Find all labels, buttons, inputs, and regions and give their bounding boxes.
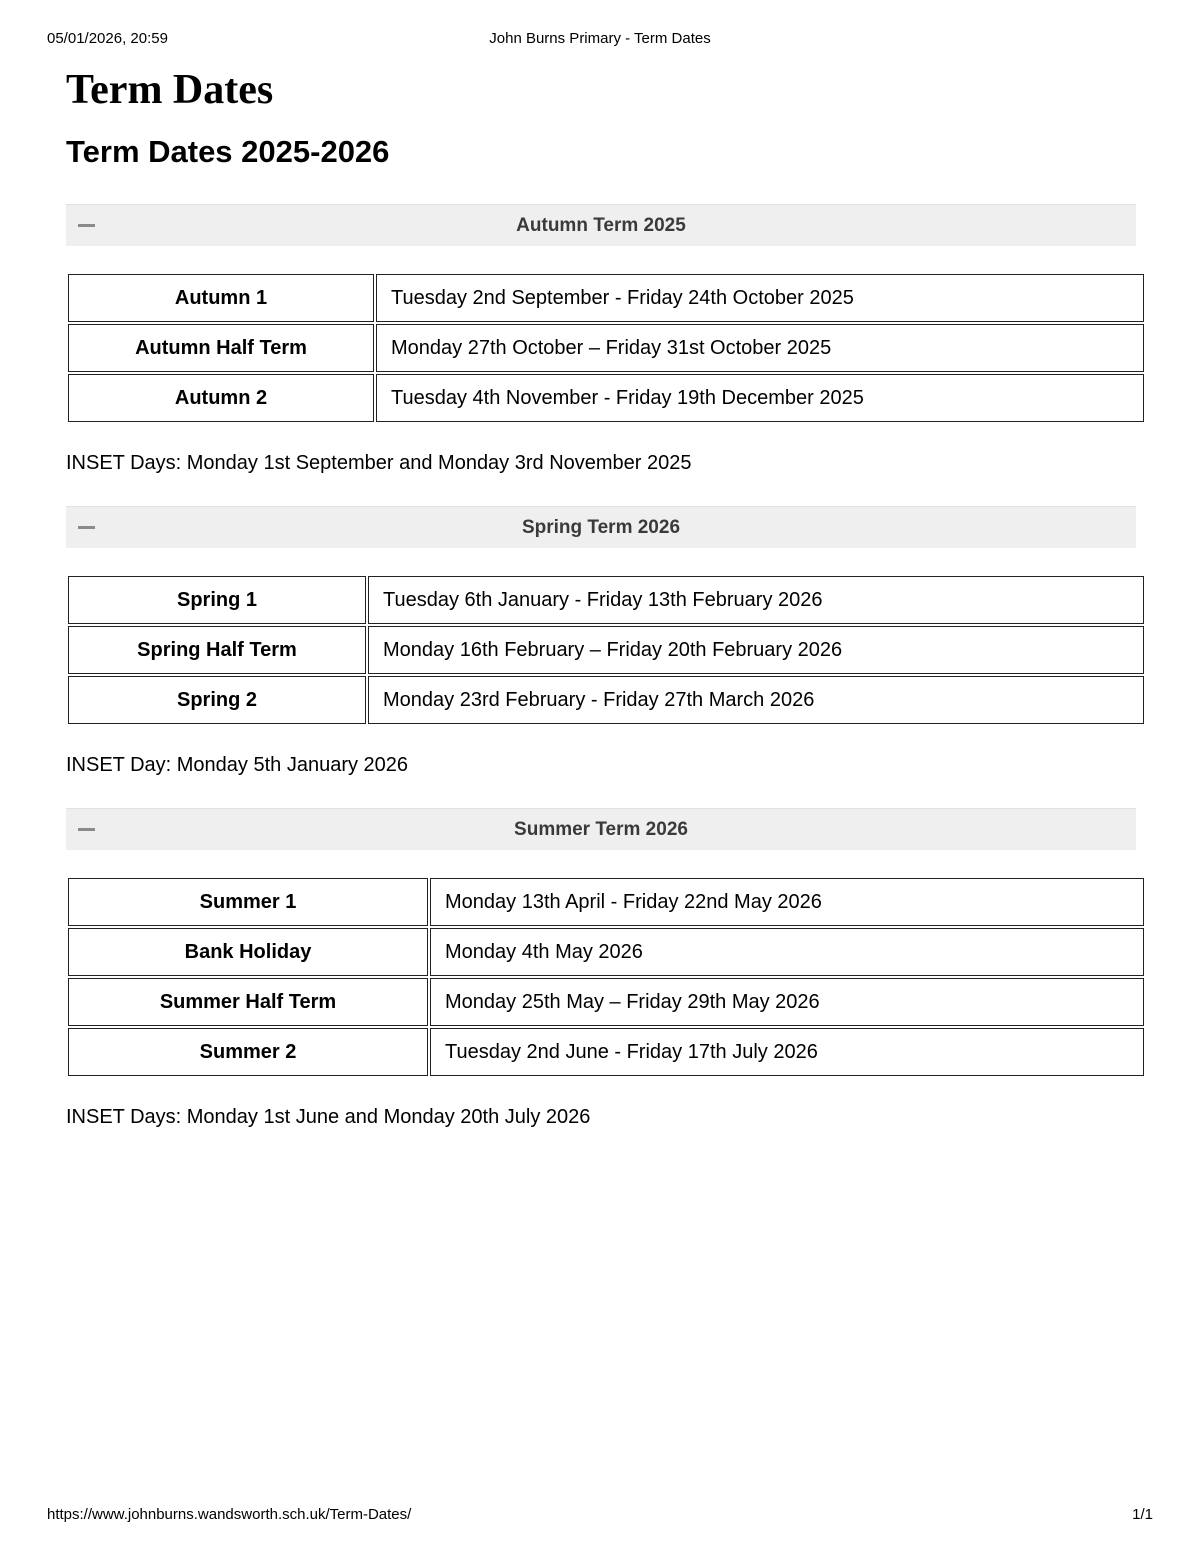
inset-days: INSET Days: Monday 1st September and Monday 3rd November 2025	[66, 452, 692, 474]
print-datetime: 05/01/2026, 20:59	[47, 30, 168, 47]
period-label: Summer 2	[68, 1028, 428, 1076]
page-title: Term Dates	[66, 67, 274, 113]
accordion-header-autumn[interactable]	[66, 204, 1136, 246]
term-dates-table	[66, 272, 1146, 424]
section-title: Term Dates 2025-2026	[66, 134, 390, 169]
accordion-title: Spring Term 2026	[521, 517, 681, 538]
table-row	[68, 978, 1144, 1026]
minus-icon[interactable]	[78, 828, 95, 831]
period-dates: Tuesday 2nd September - Friday 24th October 2025	[376, 274, 1144, 322]
print-footer	[47, 1506, 1153, 1526]
accordion-title: Summer Term 2026	[514, 819, 688, 840]
print-url: https://www.johnburns.wandsworth.sch.uk/Term-Dates/	[47, 1506, 412, 1523]
print-page-title: John Burns Primary - Term Dates	[489, 30, 711, 47]
inset-days: INSET Days: Monday 1st June and Monday 20th July 2026	[66, 1106, 591, 1128]
main-content	[66, 62, 1144, 1130]
period-dates: Tuesday 2nd June - Friday 17th July 2026	[430, 1028, 1144, 1076]
minus-icon[interactable]	[78, 224, 95, 227]
period-label: Spring Half Term	[68, 626, 366, 674]
table-row	[68, 676, 1144, 724]
term-summer	[66, 808, 1144, 1130]
period-dates: Monday 13th April - Friday 22nd May 2026	[430, 878, 1144, 926]
period-dates: Monday 16th February – Friday 20th February 2026	[368, 626, 1144, 674]
table-row	[68, 576, 1144, 624]
period-label: Autumn 2	[68, 374, 374, 422]
period-dates: Monday 27th October – Friday 31st October 2025	[376, 324, 1144, 372]
print-header	[47, 30, 1153, 50]
table-row	[68, 324, 1144, 372]
term-dates-table	[66, 876, 1146, 1078]
table-row	[68, 1028, 1144, 1076]
page-count: 1/1	[1132, 1506, 1153, 1523]
period-label: Spring 1	[68, 576, 366, 624]
table-row	[68, 626, 1144, 674]
table-row	[68, 274, 1144, 322]
period-dates: Monday 23rd February - Friday 27th March 2026	[368, 676, 1144, 724]
inset-days: INSET Day: Monday 5th January 2026	[66, 754, 409, 776]
table-row	[68, 374, 1144, 422]
period-label: Autumn 1	[68, 274, 374, 322]
period-dates: Monday 4th May 2026	[430, 928, 1144, 976]
accordion-header-spring[interactable]	[66, 506, 1136, 548]
term-spring	[66, 506, 1144, 778]
term-dates-table	[66, 574, 1146, 726]
period-label: Summer Half Term	[68, 978, 428, 1026]
minus-icon[interactable]	[78, 526, 95, 529]
period-dates: Monday 25th May – Friday 29th May 2026	[430, 978, 1144, 1026]
accordion-title: Autumn Term 2025	[516, 215, 686, 236]
table-row	[68, 928, 1144, 976]
table-row	[68, 878, 1144, 926]
period-label: Bank Holiday	[68, 928, 428, 976]
term-autumn	[66, 204, 1144, 476]
period-dates: Tuesday 4th November - Friday 19th December 2025	[376, 374, 1144, 422]
period-label: Summer 1	[68, 878, 428, 926]
accordion-header-summer[interactable]	[66, 808, 1136, 850]
period-dates: Tuesday 6th January - Friday 13th February 2026	[368, 576, 1144, 624]
period-label: Autumn Half Term	[68, 324, 374, 372]
period-label: Spring 2	[68, 676, 366, 724]
